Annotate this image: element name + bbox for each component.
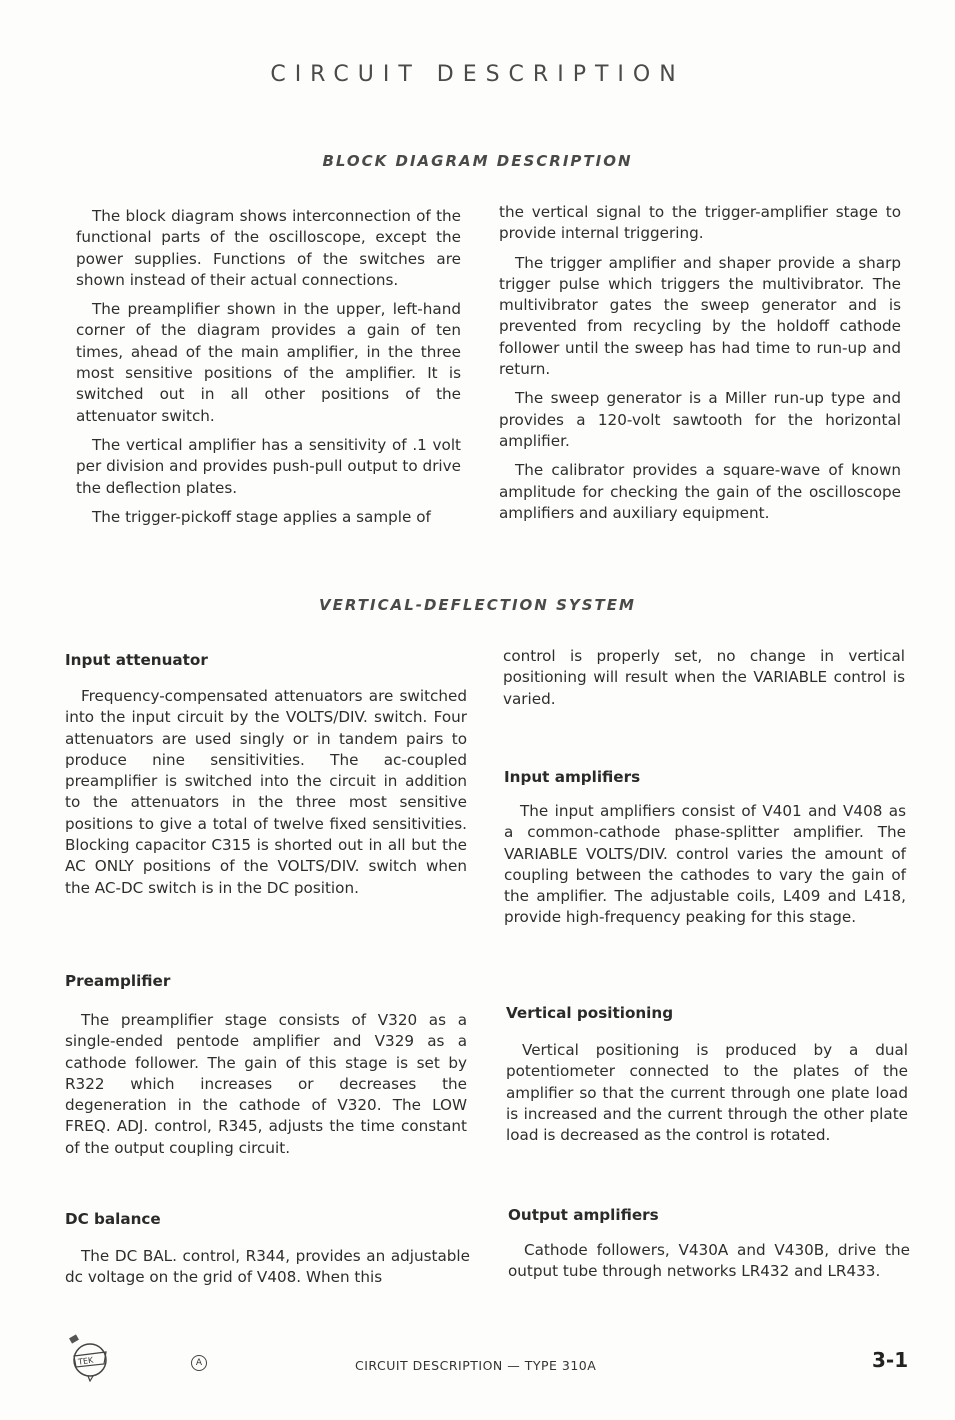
page-number: 3-1 [872,1348,909,1372]
paragraph: The vertical amplifier has a sensitivity of .1 volt per division and provides push-pull output to drive the deflection plates. [76,435,461,497]
paragraph: The trigger-pickoff stage applies a sample of [92,507,431,526]
dc-balance-section [65,1246,470,1297]
paragraph: control is properly set, no change in vertical positioning will result when the VARIABLE control is varied. [503,647,905,708]
paragraph: Frequency-compensated attenuators are switched into the input circuit by the VOLTS/DIV. switch. Four attenuators are used singly or in tandem pairs to produce nine sensitivities. The ac-coupled preamplifier is switched into the circuit in addition to the attenuators in the three most sensitive positions to give a total of twelve fixed sensitivities. Blocking capacitor C315 is shorted out in all but the AC ONLY positions of the VOLTS/DIV. switch when the AC-DC switch is in the DC position. [65,687,467,897]
subheading-output-amplifiers: Output amplifiers [508,1206,659,1224]
paragraph: the vertical signal to the trigger-amplifier stage to provide internal triggering. [499,203,901,243]
block-diagram-heading: BLOCK DIAGRAM DESCRIPTION [322,152,633,170]
page-title: CIRCUIT DESCRIPTION [270,62,685,87]
paragraph: The trigger amplifier and shaper provide a sharp trigger pulse which triggers the multivibrator. The multivibrator gates the sweep generator and is prevented from recycling by the holdoff cathode follower until the sweep has had time to run-up and return. [499,253,901,379]
subheading-input-amplifiers: Input amplifiers [504,768,641,786]
paragraph: The preamplifier stage consists of V320 as a single-ended pentode amplifier and V329 as a cathode follower. The gain of this stage is set by R322 which increases or decreases the degeneration in the cathode of V320. The LOW FREQ. ADJ. control, R345, adjusts the time constant of the output coupling circuit. [65,1011,467,1157]
paragraph: Vertical positioning is produced by a dual potentiometer connected to the plates of the amplifier so that the current through one plate load is increased and the current through the other plate load is decreased as the control is rotated. [506,1041,908,1145]
subheading-input-attenuator: Input attenuator [65,651,208,669]
input-amplifiers-section [504,801,906,937]
vertical-positioning-section [506,1040,908,1154]
subheading-preamplifier: Preamplifier [65,972,171,990]
paragraph: The block diagram shows interconnection of the functional parts of the oscilloscope, except the power supplies. Functions of the switches are shown instead of their actual connections. [76,207,461,289]
paragraph: Cathode followers, V430A and V430B, drive the output tube through networks LR432 and LR433. [508,1241,910,1281]
paragraph: The DC BAL. control, R344, provides an adjustable dc voltage on the grid of V408. When this [65,1247,470,1287]
subheading-dc-balance: DC balance [65,1210,161,1228]
paragraph: The calibrator provides a square-wave of known amplitude for checking the gain of the oscilloscope amplifiers and auxiliary equipment. [499,461,901,522]
paragraph: The preamplifier shown in the upper, left-hand corner of the diagram provides a gain of ten times, ahead of the main amplifier, in the three most sensitive positions of the amplifier. It is switched out in all other positions of the attenuator switch. [76,300,461,425]
revision-mark: A [191,1355,207,1371]
svg-text:TEK: TEK [77,1355,94,1367]
output-amplifiers-section [508,1240,910,1291]
dc-balance-continued [503,646,905,718]
block-diagram-right-column [499,202,901,532]
vertical-deflection-heading: VERTICAL-DEFLECTION SYSTEM [319,596,636,614]
subheading-vertical-positioning: Vertical positioning [506,1004,674,1022]
preamplifier-section [65,1010,467,1167]
running-title: CIRCUIT DESCRIPTION — TYPE 310A [355,1358,597,1373]
block-diagram-left-column [76,206,461,536]
paragraph: The input amplifiers consist of V401 and V408 as a common-cathode phase-splitter amplifier. The VARIABLE VOLTS/DIV. control varies the amount of coupling between the cathodes to vary the gain of the amplifier. The adjustable coils, L409 and L418, provide high-frequency peaking for this stage. [504,802,906,927]
paragraph: The sweep generator is a Miller run-up type and provides a 120-volt sawtooth for the horizontal amplifier. [499,389,901,450]
input-attenuator-section [65,686,467,907]
tektronix-logo-icon [62,1334,118,1382]
